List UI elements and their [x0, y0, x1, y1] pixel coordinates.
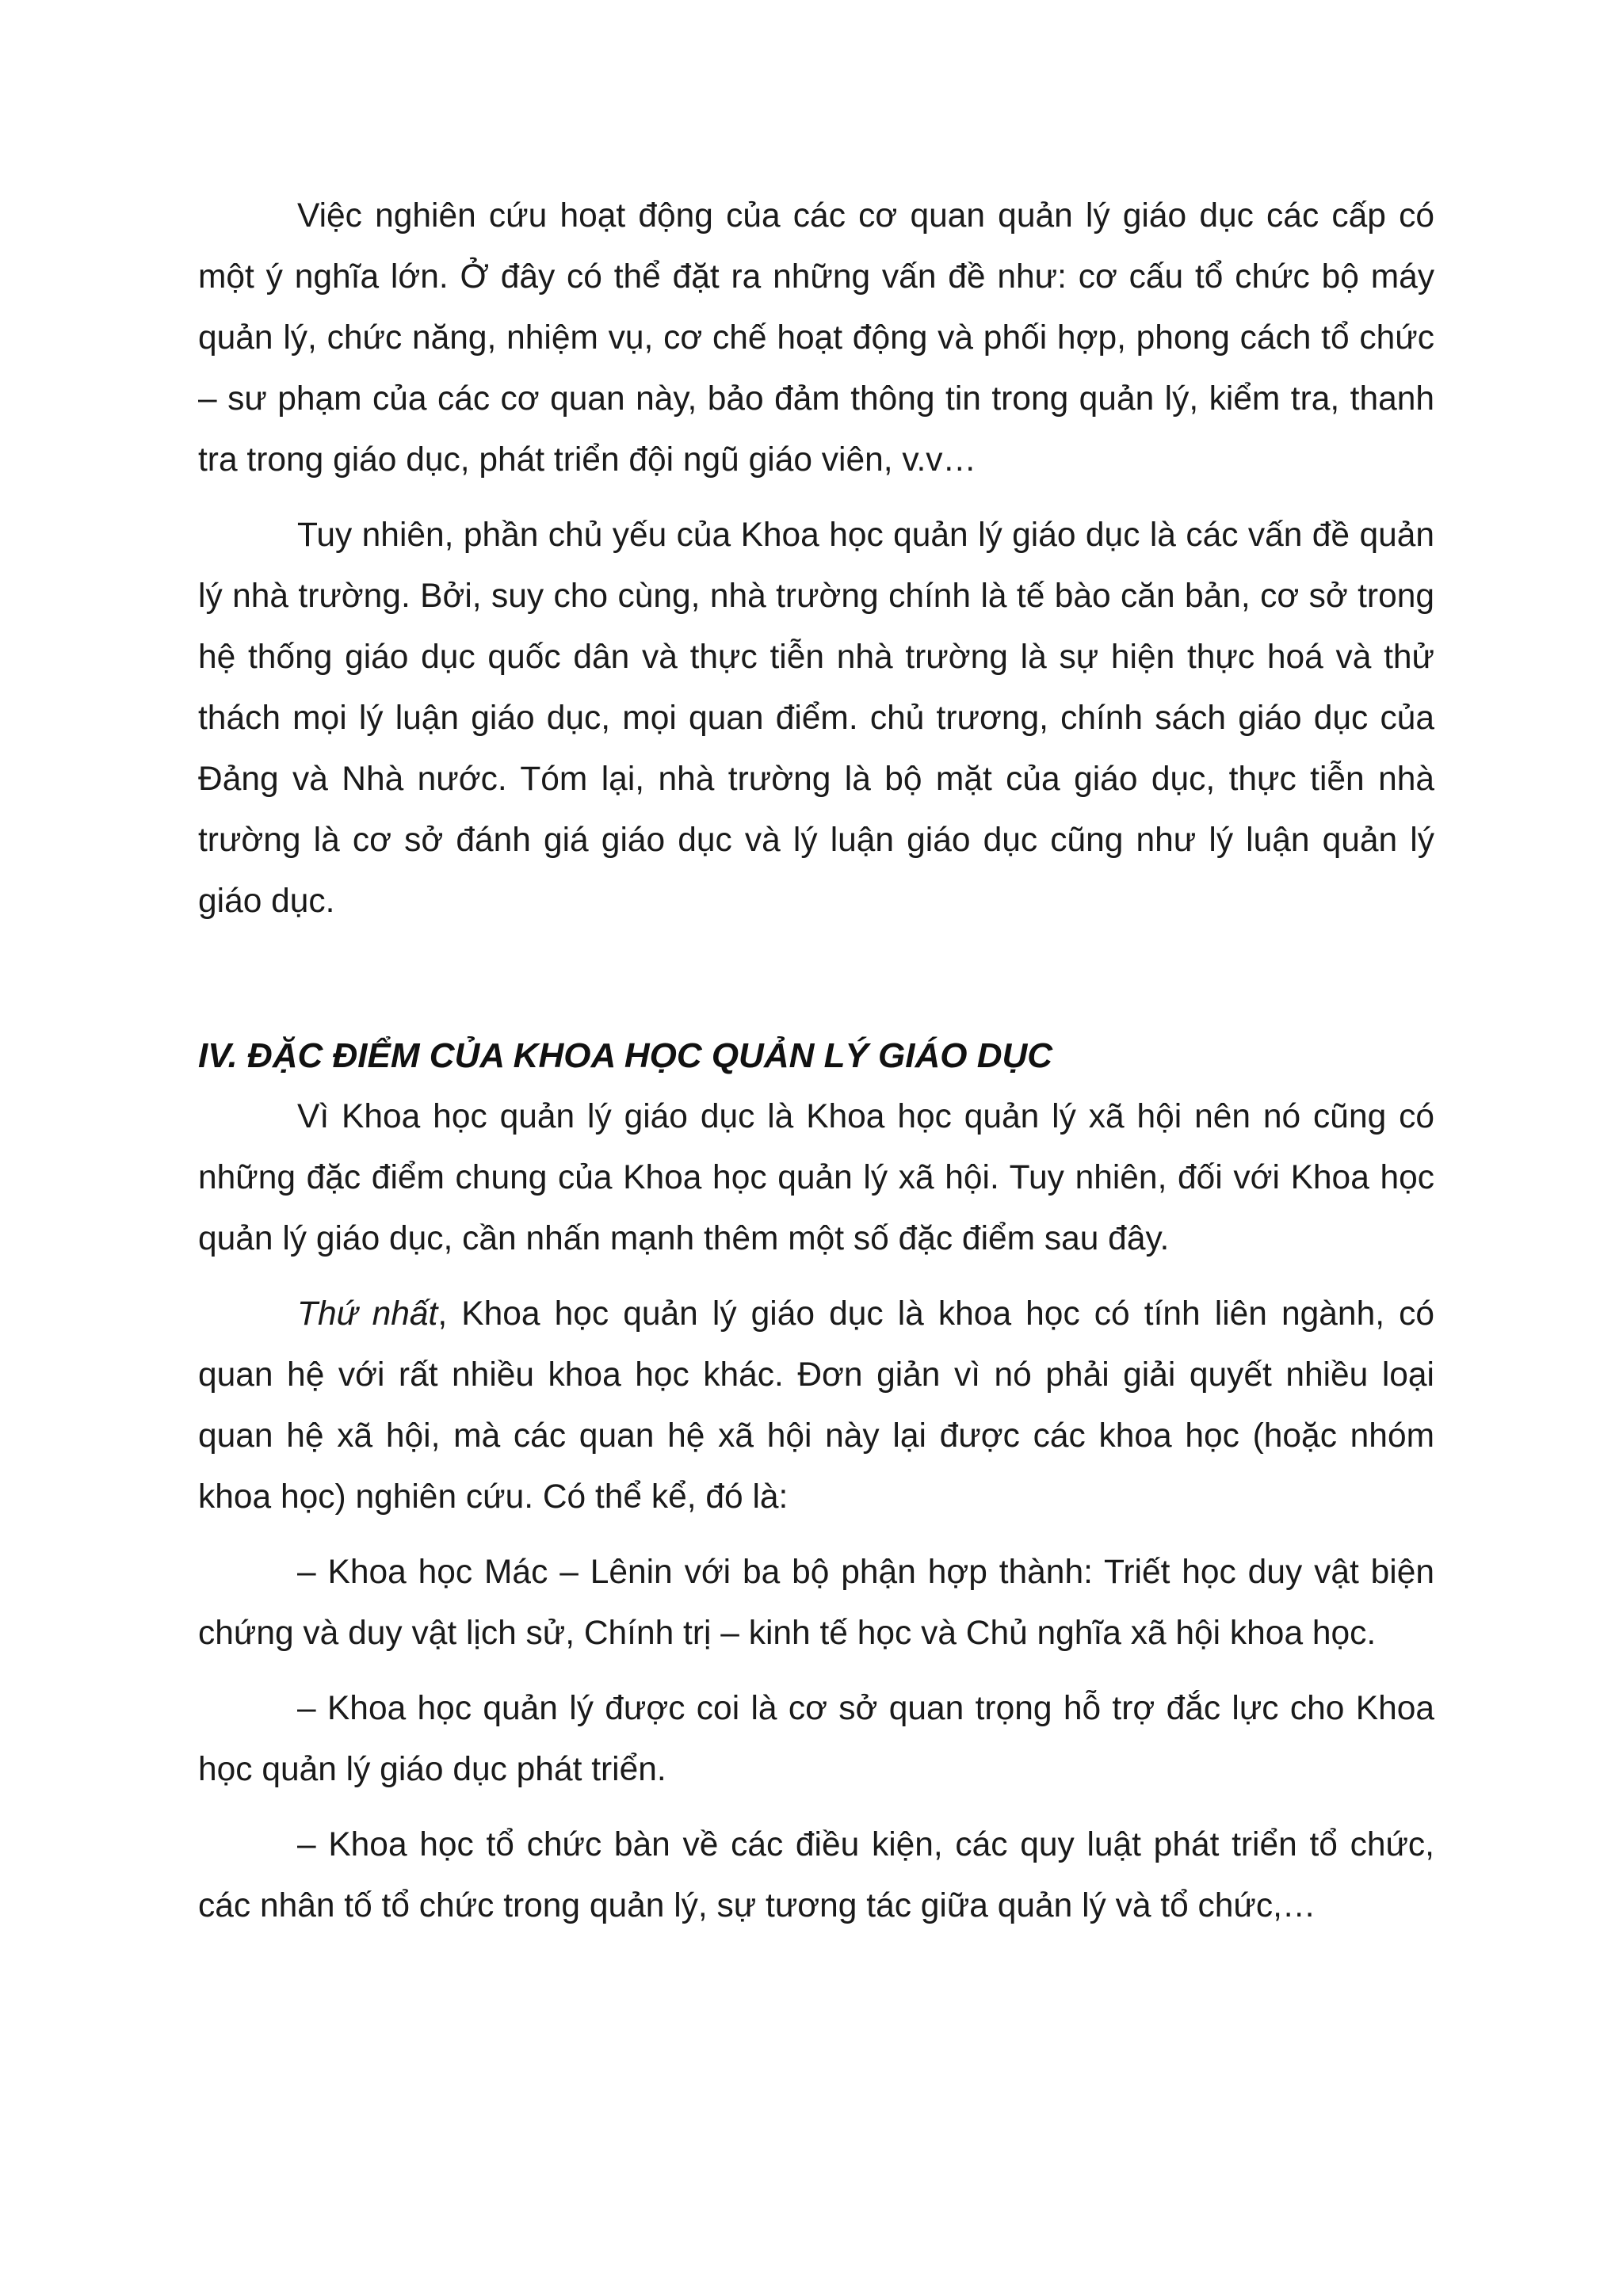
paragraph-section-intro: Vì Khoa học quản lý giáo dục là Khoa học quản lý xã hội nên nó cũng có những đặc điểm chung của Khoa học quản lý xã hội. Tuy nhiên, đối với Khoa học quản lý giáo dục, cần nhấn mạnh thêm một số đặc điểm sau đây.: [198, 1098, 1434, 1257]
first-point-text: , Khoa học quản lý giáo dục là khoa học có tính liên ngành, có quan hệ với rất nhiều khoa học khác. Đơn giản vì nó phải giải quyết nhiều loại quan hệ xã hội, mà các quan hệ xã hội này lại được các khoa học (hoặc nhóm khoa học) nghiên cứu. Có thể kể, đó là:: [198, 1295, 1434, 1516]
paragraph-school-management: Tuy nhiên, phần chủ yếu của Khoa học quản lý giáo dục là các vấn đề quản lý nhà trường. Bởi, suy cho cùng, nhà trường chính là tế bào căn bản, cơ sở trong hệ thống giáo dục quốc dân và thực tiễn nhà trường là sự hiện thực hoá và thử thách mọi lý luận giáo dục, mọi quan điểm. chủ trương, chính sách giáo dục của Đảng và Nhà nước. Tóm lại, nhà trường là bộ mặt của giáo dục, thực tiễn nhà trường là cơ sở đánh giá giáo dục và lý luận giáo dục cũng như lý luận quản lý giáo dục.: [198, 517, 1434, 920]
list-item: – Khoa học Mác – Lênin với ba bộ phận hợp thành: Triết học duy vật biện chứng và duy vật lịch sử, Chính trị – kinh tế học và Chủ nghĩa xã hội khoa học.: [198, 1554, 1434, 1652]
list-item: – Khoa học quản lý được coi là cơ sở quan trọng hỗ trợ đắc lực cho Khoa học quản lý giáo dục phát triển.: [198, 1690, 1434, 1788]
first-point-lead: Thứ nhất: [297, 1295, 438, 1333]
document-page: [198, 185, 1434, 1936]
list-item: – Khoa học tổ chức bàn về các điều kiện, các quy luật phát triển tổ chức, các nhân tố tổ chức trong quản lý, sự tương tác giữa quản lý và tổ chức,…: [198, 1826, 1434, 1924]
section-heading: IV. ĐẶC ĐIỂM CỦA KHOA HỌC QUẢN LÝ GIÁO DỤC: [198, 1036, 1053, 1075]
paragraph-first-point: [198, 1283, 1434, 1527]
paragraph-agency-research: Việc nghiên cứu hoạt động của các cơ quan quản lý giáo dục các cấp có một ý nghĩa lớn. Ở đây có thể đặt ra những vấn đề như: cơ cấu tổ chức bộ máy quản lý, chức năng, nhiệm vụ, cơ chế hoạt động và phối hợp, phong cách tổ chức – sư phạm của các cơ quan này, bảo đảm thông tin trong quản lý, kiểm tra, thanh tra trong giáo dục, phát triển đội ngũ giáo viên, v.v…: [198, 197, 1434, 479]
